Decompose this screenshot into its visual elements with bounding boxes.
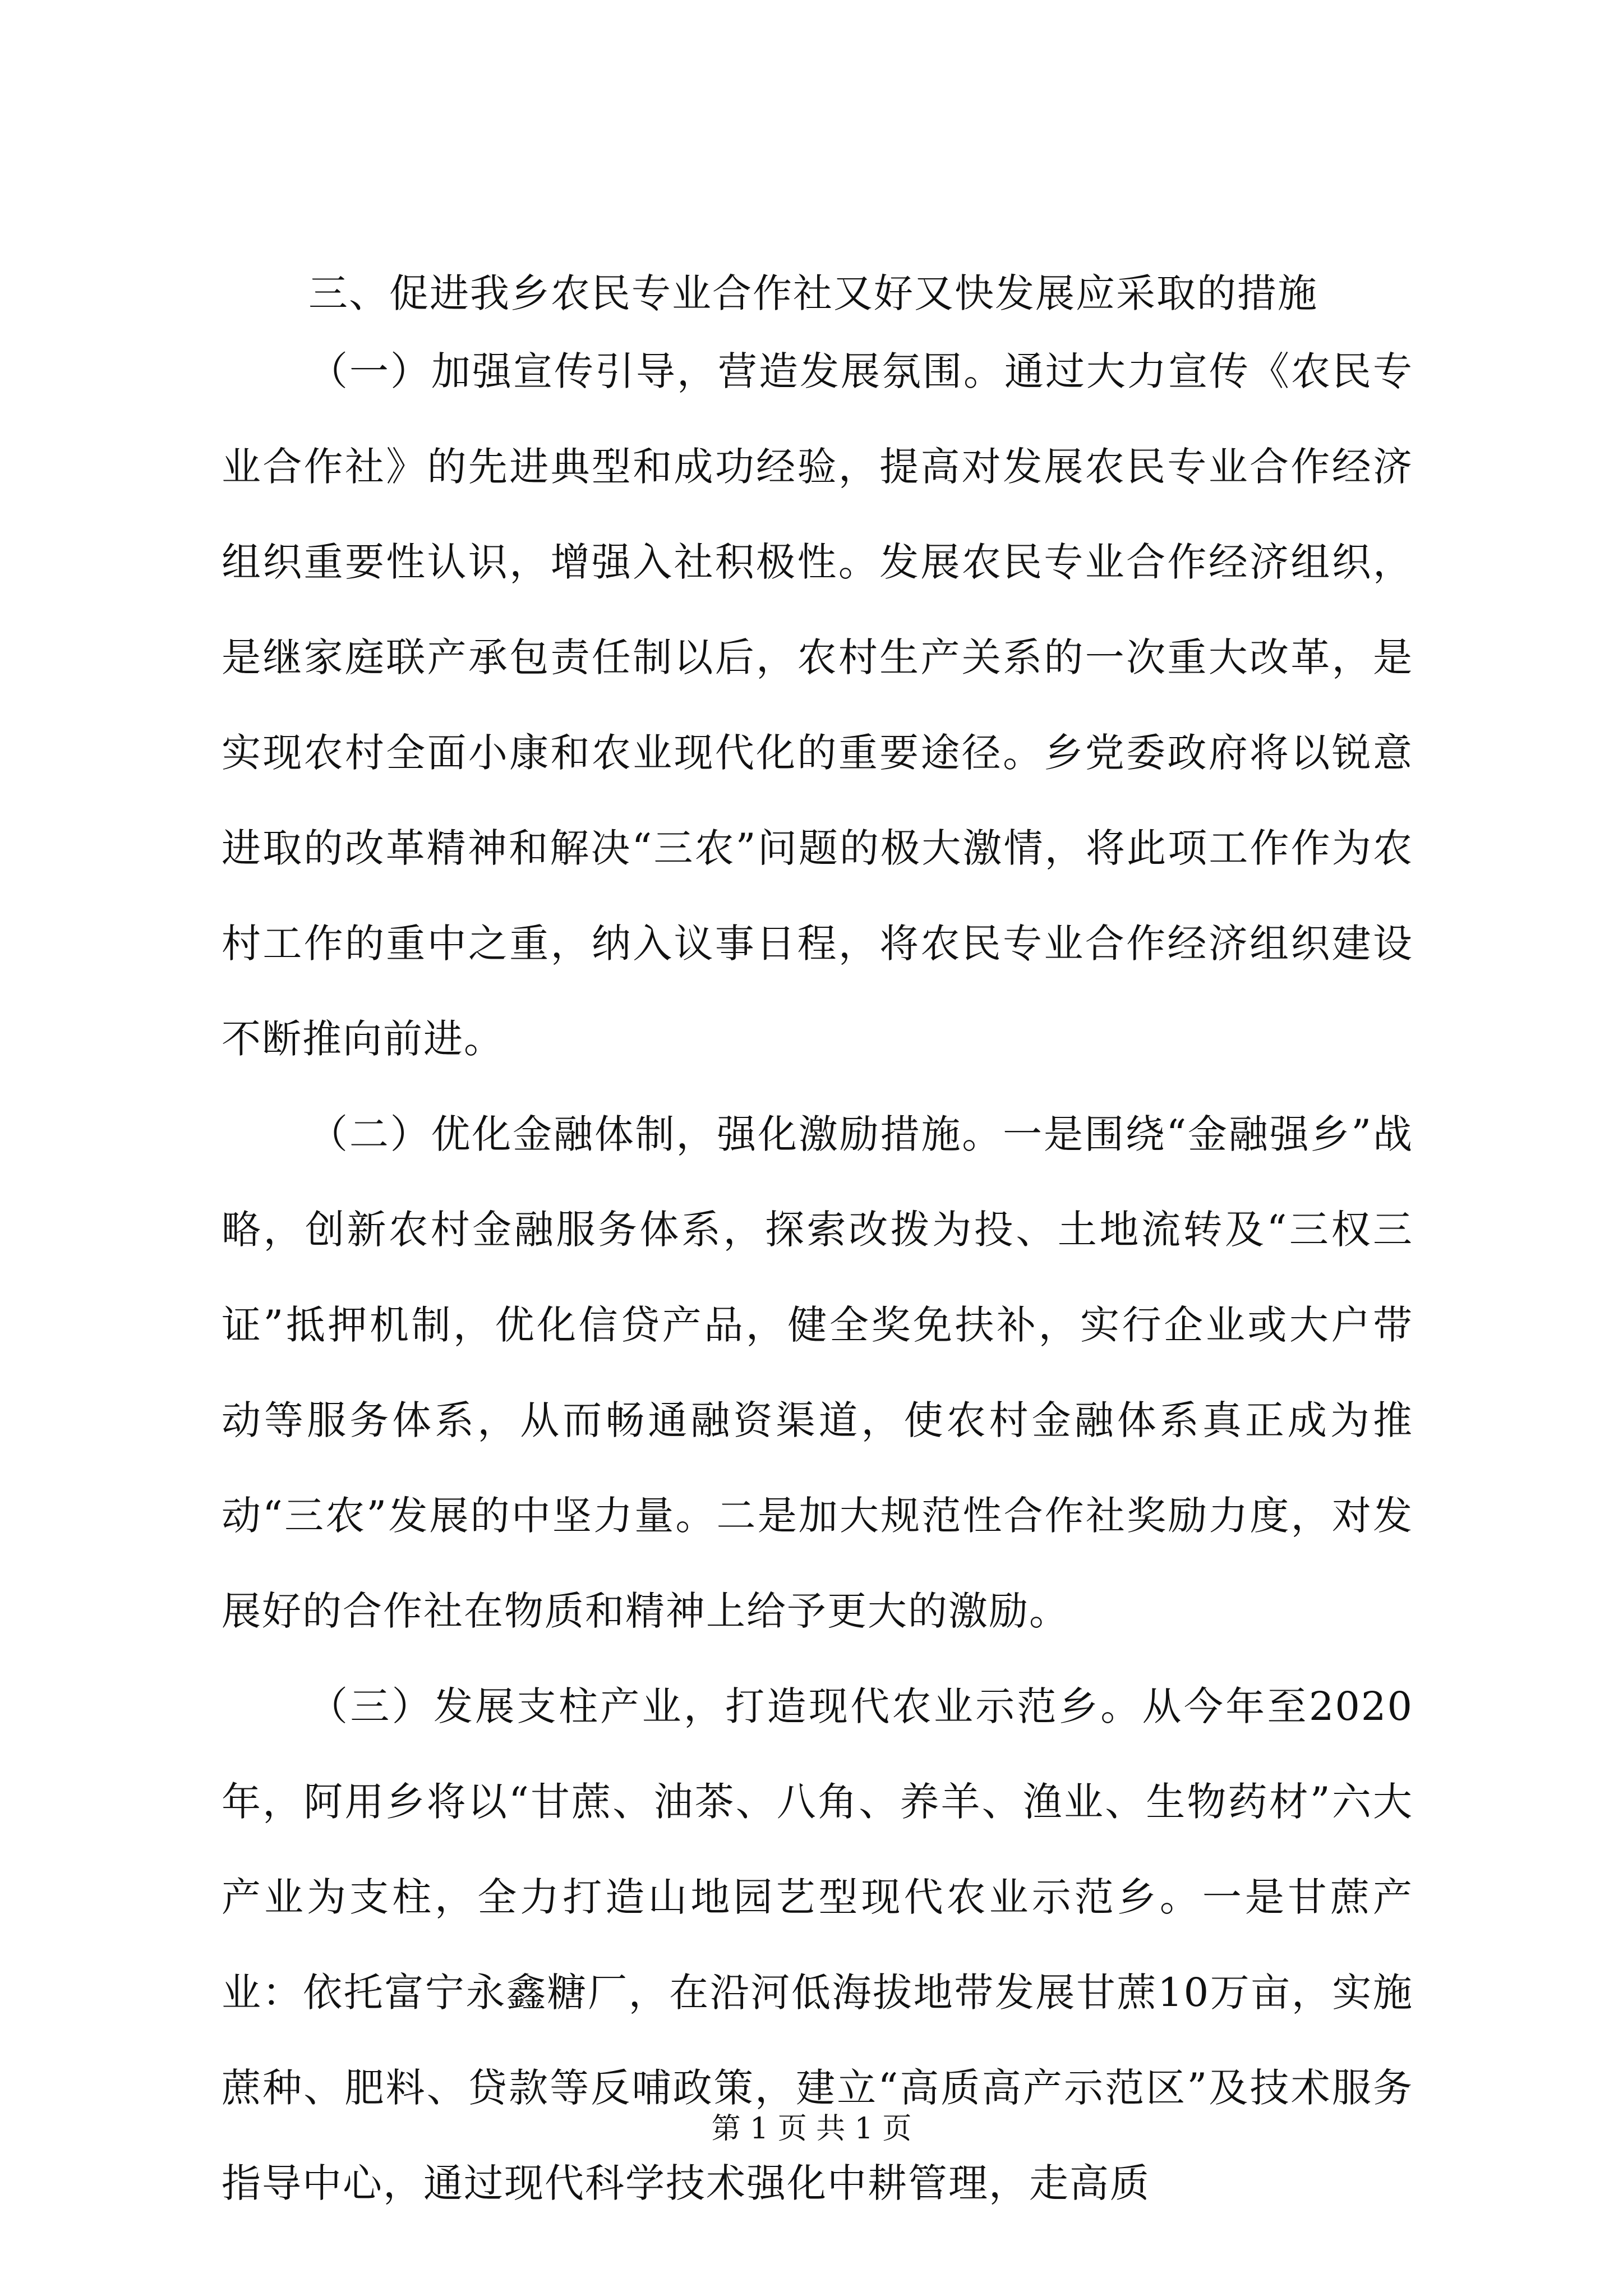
document-body bbox=[222, 264, 1413, 2231]
paragraph-3: （三）发展支柱产业，打造现代农业示范乡。从今年至2020年，阿用乡将以“甘蔗、油茶、八角、养羊、渔业、生物药材”六大产业为支柱，全力打造山地园艺型现代农业示范乡。一是甘蔗产业：依托富宁永鑫糖厂，在沿河低海拔地带发展甘蔗10万亩，实施蔗种、肥料、贷款等反哺政策，建立“高质高产示范区”及技术服务指导中心，通过现代科学技术强化中耕管理，走高质 bbox=[222, 1683, 1413, 2206]
paragraph-2: （二）优化金融体制，强化激励措施。一是围绕“金融强乡”战略，创新农村金融服务体系，探索改拨为投、土地流转及“三权三证”抵押机制，优化信贷产品，健全奖免扶补，实行企业或大户带动等服务体系，从而畅通融资渠道，使农村金融体系真正成为推动“三农”发展的中坚力量。二是加大规范性合作社奖励力度，对发展好的合作社在物质和精神上给予更大的激励。 bbox=[222, 1111, 1413, 1634]
page-footer: 第 1 页 共 1 页 bbox=[711, 2112, 912, 2146]
section-heading: 三、促进我乡农民专业合作社又好又快发展应采取的措施 bbox=[308, 270, 1318, 316]
paragraph-1: （一）加强宣传引导，营造发展氛围。通过大力宣传《农民专业合作社》的先进典型和成功经验，提高对发展农民专业合作经济组织重要性认识，增强入社积极性。发展农民专业合作经济组织，是继家庭联产承包责任制以后，农村生产关系的一次重大改革，是实现农村全面小康和农业现代化的重要途径。乡党委政府将以锐意进取的改革精神和解决“三农”问题的极大激情，将此项工作作为农村工作的重中之重，纳入议事日程，将农民专业合作经济组织建设不断推向前进。 bbox=[222, 348, 1413, 1062]
